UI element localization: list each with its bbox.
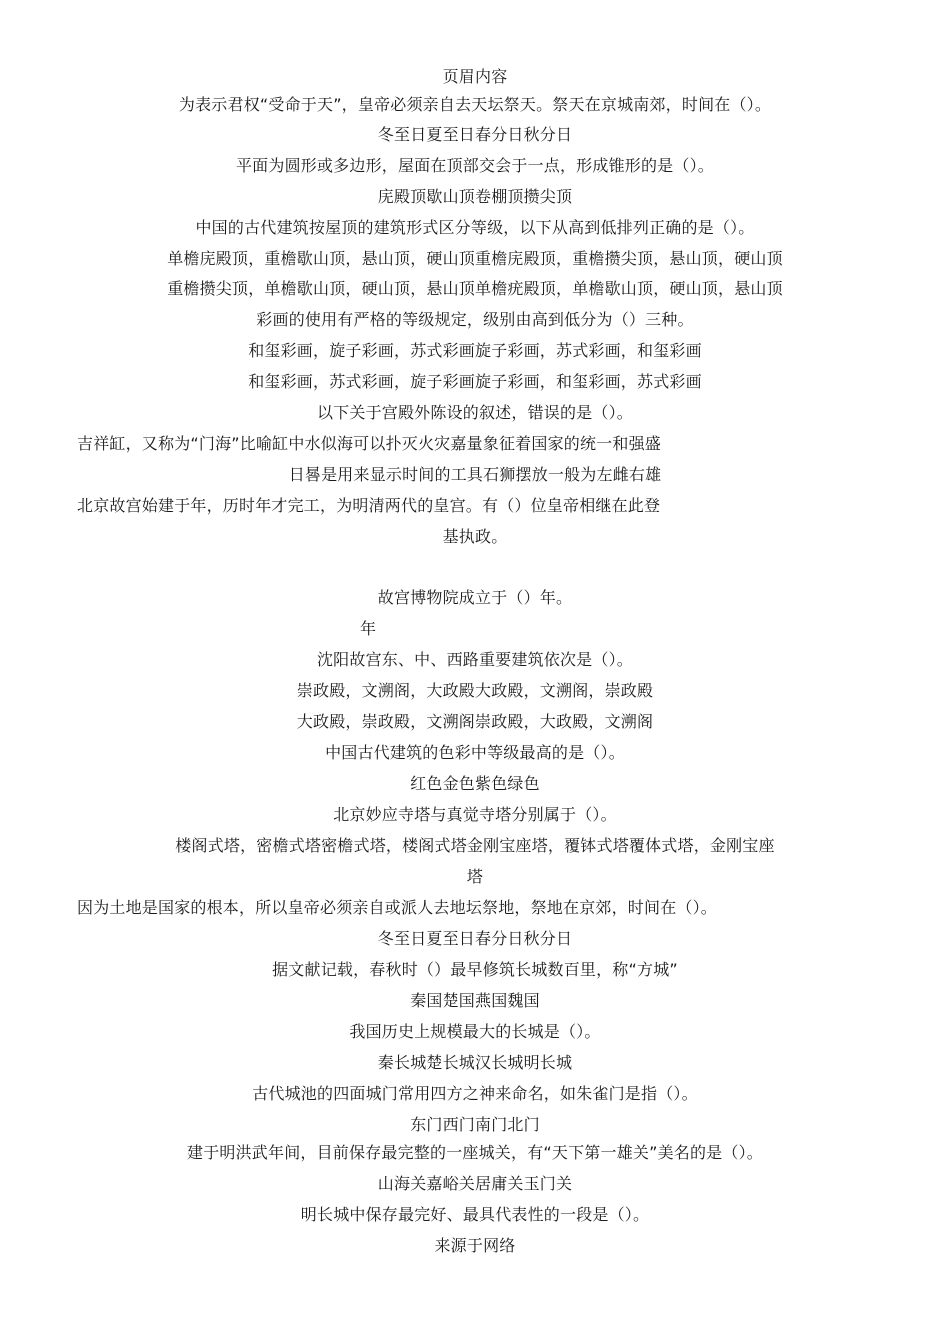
question-text: 以下关于宫殿外陈设的叙述，错误的是（）。 [316,403,633,422]
page-header: 页眉内容 [442,67,508,86]
answer-options: 日晷是用来显示时间的工具石狮摆放一般为左雌右雄 [288,465,662,484]
answer-options: 庑殿顶歇山顶卷棚顶攒尖顶 [377,187,573,206]
answer-options-continued: 塔 [466,867,484,886]
question-text: 明长城中保存最完好、最具代表性的一段是（）。 [300,1205,650,1224]
question-text: 为表示君权“受命于天”，皇帝必须亲自去天坛祭天。祭天在京城南郊，时间在（）。 [178,95,772,114]
question-text-continued: 基执政。 [442,527,508,546]
answer-options: 秦长城楚长城汉长城明长城 [377,1053,573,1072]
answer-options: 重檐攒尖顶，单檐歇山顶，硬山顶，悬山顶单檐疣殿顶，单檐歇山顶，硬山顶，悬山顶 [167,279,783,298]
answer-options: 山海关嘉峪关居庸关玉门关 [377,1174,573,1193]
answer-options: 吉祥缸，又称为“门海”比喻缸中水似海可以扑灭火灾嘉量象征着国家的统一和强盛 [77,434,661,453]
answer-options: 单檐庑殿顶，重檐歇山顶，悬山顶，硬山顶重檐庑殿顶，重檐攒尖顶，悬山顶，硬山顶 [167,249,783,268]
question-text: 故宫博物院成立于（）年。 [377,588,573,607]
answer-options: 年 [360,619,377,638]
page-footer: 来源于网络 [434,1236,516,1255]
question-text: 建于明洪武年间，目前保存最完整的一座城关，有“天下第一雄关”美名的是（）。 [187,1143,763,1162]
question-text: 北京妙应寺塔与真觉寺塔分别属于（）。 [333,805,617,824]
question-text: 古代城池的四面城门常用四方之神来命名，如朱雀门是指（）。 [252,1084,698,1103]
question-text: 我国历史上规模最大的长城是（）。 [349,1022,601,1041]
question-text: 中国的古代建筑按屋顶的建筑形式区分等级，以下从高到低排列正确的是（）。 [195,218,755,237]
answer-options: 和玺彩画，旋子彩画，苏式彩画旋子彩画，苏式彩画，和玺彩画 [248,341,702,360]
question-text: 彩画的使用有严格的等级规定，级别由高到低分为（）三种。 [256,310,694,329]
question-text: 平面为圆形或多边形，屋面在顶部交会于一点，形成锥形的是（）。 [235,156,714,175]
question-text: 因为土地是国家的根本，所以皇帝必须亲自或派人去地坛祭地，祭地在京郊，时间在（）。 [77,898,718,917]
answer-options: 楼阁式塔，密檐式塔密檐式塔，楼阁式塔金刚宝座塔，覆钵式塔覆体式塔，金刚宝座 [175,836,775,855]
answer-options: 红色金色紫色绿色 [410,774,540,793]
answer-options: 大政殿，崇政殿，文溯阁崇政殿，大政殿，文溯阁 [296,712,654,731]
answer-options: 冬至日夏至日春分日秋分日 [377,125,573,144]
answer-options: 秦国楚国燕国魏国 [410,991,540,1010]
answer-options: 冬至日夏至日春分日秋分日 [377,929,573,948]
answer-options: 东门西门南门北门 [410,1115,540,1134]
question-text: 北京故宫始建于年，历时年才完工，为明清两代的皇宫。有（）位皇帝相继在此登 [77,496,661,515]
question-text: 沈阳故宫东、中、西路重要建筑依次是（）。 [316,650,633,669]
answer-options: 和玺彩画，苏式彩画，旋子彩画旋子彩画，和玺彩画，苏式彩画 [248,372,702,391]
answer-options: 崇政殿，文溯阁，大政殿大政殿，文溯阁，崇政殿 [296,681,654,700]
question-text: 中国古代建筑的色彩中等级最高的是（）。 [325,743,625,762]
question-text: 据文献记载，春秋时（）最早修筑长城数百里，称“方城” [272,960,678,979]
